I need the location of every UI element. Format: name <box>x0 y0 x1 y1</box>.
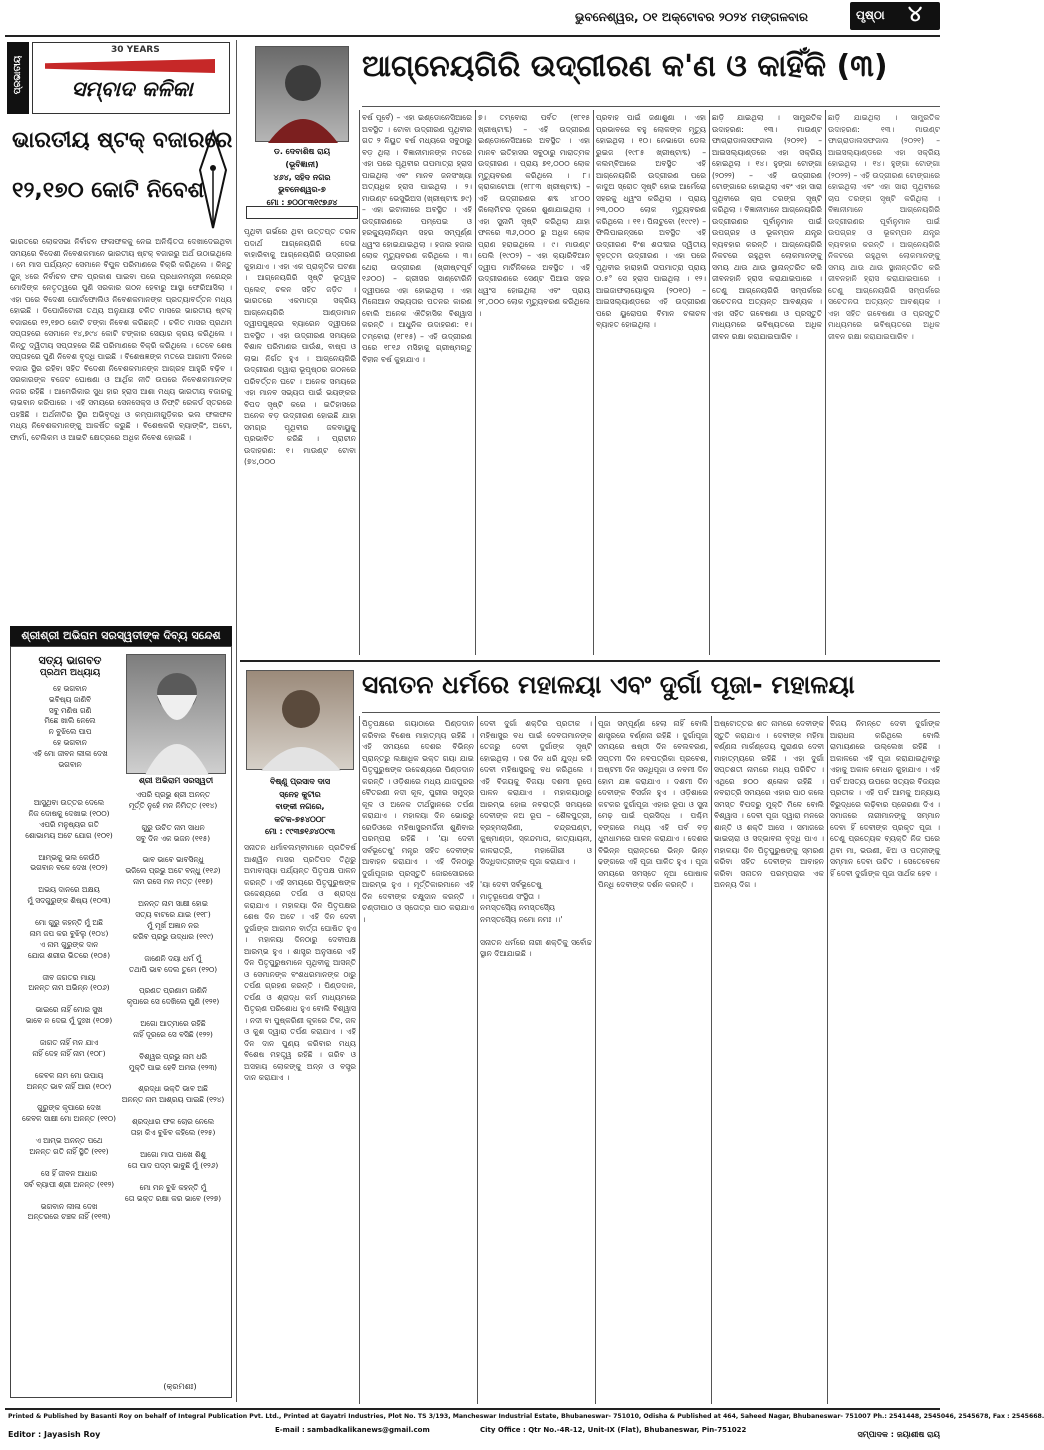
brand-years: 30 YEARS <box>111 45 160 55</box>
bottom-article-col-6: ବିଜୟ ନିମନ୍ତେ ଦେବୀ ଦୁର୍ଗାଙ୍କ ଆରାଧନା କରିଥିଲେ ବୋଲି ରାମାୟଣରେ ଉଲ୍ଲେଖ ରହିଛି । ଅକାଳରେ ଏହି ପୂଜା କରାଯାଇଥିବାରୁ ଏହାକୁ ଅକାଳ ବୋଧନ କୁହାଯାଏ । ଏହି ପର୍ବ ଅସତ୍ୟ ଉପରେ ସତ୍ୟର ବିଜୟର ପ୍ରତୀକ । ଏହି ପର୍ବ ଆମକୁ ଅନ୍ୟାୟ ବିରୁଦ୍ଧରେ ଲଢ଼ିବାର ପ୍ରେରଣା ଦିଏ । ସମାଜରେ ନାରୀମାନଙ୍କୁ ସମ୍ମାନ ଦେବା ହିଁ ଦେବୀଙ୍କ ପ୍ରକୃତ ପୂଜା । ତେଣୁ ପ୍ରତ୍ୟେକ ବ୍ୟକ୍ତି ନିଜ ଘରେ ଥିବା ମା, ଭଉଣୀ, ଝିଅ ଓ ପତ୍ନୀଙ୍କୁ ସମ୍ମାନ ଦେବା ଉଚିତ । ସେତେବେଳେ ହିଁ ଦେବୀ ଦୁର୍ଗାଙ୍କ ପୂଜା ସାର୍ଥକ ହେବ । <box>830 719 943 878</box>
left-headline-line1: ଭାରତୀୟ ଷ୍ଟକ୍ ବଜାରରେ <box>12 128 233 153</box>
top-article-col-5: ଛାଡ଼ି ଯାଇଥିଲା । ସାମ୍ପ୍ରତିକ ଉଦାହରଣ: ୧୩। ମାଉଣ୍ଟ ଫାଗ୍ରାଡାଲସଫଜାଲ (୨୦୨୧) – ଆଇସଲ୍ୟାଣ୍ଡରେ ଏହା ସକ୍ରିୟ ହୋଇଥିଲା । ୧୪। ହୁଙ୍ଗା ଟୋଙ୍ଗା (୨୦୨୨) – ଏହି ଉଦ୍‌ଗୀରଣ ଟୋଙ୍ଗାରେ ହୋଇଥିଲା ଏବଂ ଏହା ସାରା ପୃଥିବୀରେ ଚାପ ତରଙ୍ଗ ସୃଷ୍ଟି କରିଥିଲା । ବିଜ୍ଞାନୀମାନେ ଆଗ୍ନେୟଗିରି ଉଦ୍‌ଗୀରଣର ପୂର୍ବାନୁମାନ ପାଇଁ ଉପଗ୍ରହ ଓ ଭୂକମ୍ପନ ଯନ୍ତ୍ର ବ୍ୟବହାର କରନ୍ତି । ଆଗ୍ନେୟଗିରି ନିକଟରେ ରହୁଥିବା ଲୋକମାନଙ୍କୁ ସମୟ ଥାଉ ଥାଉ ସ୍ଥାନାନ୍ତରିତ କରି ଜୀବନହାନି ହ୍ରାସ କରାଯାଇପାରେ । ତେଣୁ ଆଗ୍ନେୟଗିରି ସମ୍ପର୍କରେ ସଚେତନତା ଅତ୍ୟନ୍ତ ଆବଶ୍ୟକ । ଏହା ସହିତ ଗବେଷଣା ଓ ପ୍ରସ୍ତୁତି ମାଧ୍ୟମରେ ଭବିଷ୍ୟତରେ ଅଧିକ ଜୀବନ ରକ୍ଷା କରାଯାଇପାରିବ । <box>712 113 825 341</box>
top-article-col-1: ପୃଥିବୀ ଗର୍ଭରେ ଥିବା ଉତ୍ତପ୍ତ ତରଳ ପଦାର୍ଥ ଆଗ୍ନେୟଗିରି ଦେଇ ବାହାରିବାକୁ ଆଗ୍ନେୟଗିରି ଉଦ୍‌ଗୀରଣ କୁହାଯାଏ । ଏହା ଏକ ପ୍ରାକୃତିକ ଘଟଣା । ଆଗ୍ନେୟଗିରି ସୃଷ୍ଟି ଭୂତ୍ୱକ ପ୍ଲେଟ୍ ଚଳନ ସହିତ ଜଡ଼ିତ । ଭାରତରେ ଏକମାତ୍ର ସକ୍ରିୟ ଆଗ୍ନେୟଗିରି ଆଣ୍ଡାମାନ ଦ୍ୱୀପପୁଞ୍ଜର ବ୍ୟାରେନ ଦ୍ୱୀପରେ ଅବସ୍ଥିତ । ଏହା ଉଦ୍‌ଗୀରଣ ସମୟରେ ବିଶାଳ ପରିମାଣର ପାଉଁଶ, ବାଷ୍ପ ଓ ଲାଭା ନିର୍ଗତ ହୁଏ । ଆଗ୍ନେୟଗିରି ଉଦ୍‌ଗୀରଣ ଦ୍ୱାରା ଭୂପୃଷ୍ଠର ଗଠନରେ ପରିବର୍ତ୍ତନ ଘଟେ । ଅନେକ ସମୟରେ ଏହା ମାନବ ସଭ୍ୟତା ପାଇଁ ଭୟଙ୍କର ବିପଦ ସୃଷ୍ଟି କରେ । ଇତିହାସରେ ଅନେକ ବଡ଼ ଉଦ୍‌ଗୀରଣ ହୋଇଛି ଯାହା ସମଗ୍ର ପୃଥିବୀର ଜଳବାୟୁକୁ ପ୍ରଭାବିତ କରିଛି । ପ୍ରାଚୀନ ଉଦାହରଣ: ୧। ମାଉଣ୍ଟ ଟୋବା (୭୪,୦୦୦ <box>244 227 359 466</box>
brand-logo-text: ସମ୍ବାଦ କଳିକା <box>71 77 193 101</box>
page-number-box <box>850 2 940 30</box>
pen-nib-icon <box>196 130 230 230</box>
saint-intro: ହେ ଭଗବାନ ଭବିଷ୍ୟ ଜାଣିବି ସବୁ ମଣିଷ ଗଣି ମିଛେ ଖାଲି ନେଲେ ନ ବୁଝିଲେ ପାପ ହେ ଭଗବାନ ଏହି ମୋ ଜୀବନ ଲୀଳା ଦେଖ ଭଗବାନ <box>32 684 108 769</box>
section-divider <box>240 660 940 662</box>
top-article-col-4: ପ୍ରବାହ ପାଇଁ ଜଣାଶୁଣା । ଏହା ପ୍ରଭାବରେ ବହୁ ଲୋକଙ୍କ ମୃତ୍ୟୁ ହୋଇଥିଲା । ୧୦। ନେଭାଡୋ ଡେଲ ରୁଇଜ (୧୯୮୫ ଖ୍ରୀଷ୍ଟାବ୍ଦ) – କଲମ୍ବିଆରେ ଅବସ୍ଥିତ ଏହି ଆଗ୍ନେୟଗିରି ଉଦ୍‌ଗୀରଣ ପରେ କାଦୁଅ ସ୍ରୋତ ସୃଷ୍ଟି ହୋଇ ଆର୍ମେରୋ ସହରକୁ ଧ୍ୱଂସ କରିଥିଲା । ପ୍ରାୟ ୨୩,୦୦୦ ଲୋକ ମୃତ୍ୟୁବରଣ କରିଥିଲେ । ୧୧। ପିନାଟୁବୋ (୧୯୯୧) – ଫିଲିପାଇନ୍ସରେ ଅବସ୍ଥିତ ଏହି ଉଦ୍‌ଗୀରଣ ବିଂଶ ଶତାବ୍ଦୀର ଦ୍ୱିତୀୟ ବୃହତ୍ତମ ଉଦ୍‌ଗୀରଣ । ଏହା ପରେ ପୃଥିବୀର ହାରାହାରି ତାପମାତ୍ରା ପ୍ରାୟ ୦.୫° ସେ ହ୍ରାସ ପାଇଥିଲା । ୧୨। ଆଇଜାଫଲାୟୋକୁଲ (୨୦୧୦) – ଆଇସଲ୍ୟାଣ୍ଡରେ ଏହି ଉଦ୍‌ଗୀରଣ ପରେ ୟୁରୋପର ବିମାନ ଚଳାଚଳ ବ୍ୟାହତ ହୋଇଥିଲା । <box>596 113 709 329</box>
bottom-article-col-4: ପୂଜା ସମ୍ପୂର୍ଣ୍ଣ ହେଲା ନାହିଁ ବୋଲି ଶାସ୍ତ୍ରରେ ବର୍ଣ୍ଣନା ରହିଛି । ଦୁର୍ଗାପୂଜା ସମୟରେ ଷଷ୍ଠୀ ଦିନ ବେଲବରଣ, ସପ୍ତମୀ ଦିନ ନବପତ୍ରିକା ପ୍ରବେଶ, ଅଷ୍ଟମୀ ଦିନ ସନ୍ଧିପୂଜା ଓ ନବମୀ ଦିନ ହୋମ ଯଜ୍ଞ କରାଯାଏ । ଦଶମୀ ଦିନ ଦେବୀଙ୍କ ବିସର୍ଜନ ହୁଏ । ଓଡ଼ିଶାରେ କଟକର ଦୁର୍ଗାପୂଜା ଏହାର ରୂପା ଓ ସୁନା ମେଢ଼ ପାଇଁ ପ୍ରସିଦ୍ଧ । ପଶ୍ଚିମ ବଙ୍ଗରେ ମଧ୍ୟ ଏହି ପର୍ବ ବଡ଼ ଧୁମଧାମରେ ପାଳନ କରାଯାଏ । ଦେଶର ବିଭିନ୍ନ ପ୍ରାନ୍ତରେ ଭିନ୍ନ ଭିନ୍ନ ଢଙ୍ଗରେ ଏହି ପୂଜା ପାଳିତ ହୁଏ । ପୂଜା ସମୟରେ ସମସ୍ତେ ନୂଆ ପୋଷାକ ପିନ୍ଧି ଦେବୀଙ୍କ ଦର୍ଶନ କରନ୍ତି । <box>598 719 711 889</box>
headline-rule <box>362 106 940 107</box>
page-number: ୪ <box>908 2 923 27</box>
saint-chapter: ପ୍ରଥମ ଅଧ୍ୟାୟ <box>39 668 101 678</box>
bottom-article-col-3: ଦେବୀ ଦୁର୍ଗା ଶକ୍ତିର ପ୍ରତୀକ । ମହିଷାସୁର ବଧ ପାଇଁ ଦେବତାମାନଙ୍କ ତେଜରୁ ଦେବୀ ଦୁର୍ଗାଙ୍କ ସୃଷ୍ଟି ହୋଇଥିଲା । ଦଶ ଦିନ ଧରି ଯୁଦ୍ଧ କରି ଦେବୀ ମହିଷାସୁରକୁ ବଧ କରିଥିଲେ । ଏହି ବିଜୟକୁ ବିଜୟା ଦଶମୀ ରୂପେ ପାଳନ କରାଯାଏ । ମହାଳୟାଠାରୁ ଆରମ୍ଭ ହୋଇ ନବରାତ୍ରି ସମୟରେ ଦେବୀଙ୍କ ନଅ ରୂପ – ଶୈଳପୁତ୍ରୀ, ବ୍ରହ୍ମଚାରିଣୀ, ଚନ୍ଦ୍ରଘଣ୍ଟା, କୁଷ୍ମାଣ୍ଡା, ସ୍କନ୍ଦମାତା, କାତ୍ୟାୟନୀ, କାଳରାତ୍ରି, ମହାଗୌରୀ ଓ ସିଦ୍ଧିଦାତ୍ରୀଙ୍କ ପୂଜା କରାଯାଏ । 'ୟା ଦେବୀ ସର୍ବଭୂତେଷୁ ମାତୃରୂପେଣ ସଂସ୍ଥିତା । ନମସ୍ତସ୍ୟୈ ନମସ୍ତସ୍ୟୈ ନମସ୍ତସ୍ୟୈ ନମୋ ନମଃ ।।' ସନାତନ ଧର୍ମରେ ନାରୀ ଶକ୍ତିକୁ ସର୍ବୋଚ୍ଚ ସ୍ଥାନ ଦିଆଯାଇଛି । <box>480 719 592 958</box>
saint-photo <box>126 654 226 774</box>
author-photo-bottom <box>246 670 354 770</box>
bottom-article-col-5: ଅଷ୍ଟୋତ୍ତର ଶତ ନାମରେ ଦେବୀଙ୍କ ସ୍ତୁତି କରାଯାଏ । ଦେବୀଙ୍କ ମହିମା ବର୍ଣ୍ଣନା ମାର୍କଣ୍ଡେୟ ପୁରାଣର ଦେବୀ ମାହାତ୍ମ୍ୟରେ ରହିଛି । ଏହା ଦୁର୍ଗା ସପ୍ତଶତୀ ନାମରେ ମଧ୍ୟ ପରିଚିତ । ଏଥିରେ ୭୦୦ ଶ୍ଳୋକ ରହିଛି । ନବରାତ୍ରି ସମୟରେ ଏହାର ପାଠ କଲେ ସମସ୍ତ ବିପଦରୁ ମୁକ୍ତି ମିଳେ ବୋଲି ବିଶ୍ୱାସ । ଦେବୀ ପୂଜା ଦ୍ୱାରା ମନରେ ଶାନ୍ତି ଓ ଶକ୍ତି ଆସେ । ସମାଜରେ ଭାଇଚାରା ଓ ସଦ୍‌ଭାବନା ବୃଦ୍ଧି ପାଏ । ମହାଳୟା ଦିନ ପିତୃପୁରୁଷଙ୍କୁ ସ୍ମରଣ କରିବା ସହିତ ଦେବୀଙ୍କ ଆବାହନ କରିବା ସନାତନ ପରମ୍ପରାର ଏକ ଅନନ୍ୟ ଦିଗ । <box>714 719 827 889</box>
saint-photo-caption: ଶ୍ରୀ ଅଭିରାମ ସରସ୍ୱତୀ <box>138 776 214 785</box>
left-headline-line2: ୧୨,୧୭୦ କୋଟି ନିବେଶ <box>12 178 205 203</box>
author-byline-bottom: ବିଷ୍ଣୁ ପ୍ରସାଦ ଦାସ ସ୍ନେହ କୁଟୀର ବାଙ୍କୀ ନଗରେ, କଟକ-୭୫୪୦୦୮ ମୋ : ୯୯୩୭୧୬୪୦୯୩ <box>264 777 336 836</box>
brand-ribbon <box>45 59 215 73</box>
author-photo-top <box>255 46 349 142</box>
footer-sampadak: ସମ୍ପାଦକ : ଜୟାଶୀଷ ରାୟ <box>857 1430 940 1439</box>
footer-email: E-mail : sambadkalikanews@gmail.com <box>275 1426 430 1434</box>
page-label: ପୃଷ୍ଠା <box>856 8 885 22</box>
author-byline-top: ଡ. ଦେବାଶିଷ ରାୟ (ଭୂବିଜ୍ଞାନୀ) ୪୬୪, ସହିଦ ନଗର ଭୁବନେଶ୍ୱର-୭ ମୋ : ୭୦୦୮୩୧୯୭୬୪ <box>266 147 338 208</box>
saint-portrait-icon <box>127 655 227 775</box>
saint-verses-left: ଆସୁଥିବା ଉତ୍ତର ଦେଲେ ନିଜ ଦୋଷକୁ ଦେଖାଇ (୧୦୦) ଏପରି ମନୁଷ୍ୟର ଗତି ଶୋଭାମୟ ଅଟେ ଯୋଗ (୧୦୧) ଆମ୍ଭକୁ ଭଲ କେଉଁଠି ଭଗବାନ ବଳେ ଦେଖ (୧୦୨) ଅଭୟ ଦାନରେ ଅକ୍ଷୟ ମୁଁ ସଦଗୁରୁଙ୍କ ଶିଷ୍ୟ (୧୦୩) ମୋ ଗୁରୁ କହନ୍ତି ମୁଁ ଅଛି ନାମ ଜପ କର ବୁଝିଲୁ (୧୦୪) ଏ ନାମ ଗୁରୁଙ୍କ ଦାନ ଯୋଗ ଶରୀର ଭିତରେ (୧୦୫) ଜୀବ ଜଗତର ମାୟା ଅନନ୍ତ ନାମ ଅଭିନ୍ନ (୧୦୬) ଭାଇରେ ନାହିଁ ମୋର ସୁଖ ଭାବେ ନ ଦେଇ ମୁଁ ଦୁଃଖ (୧୦୭) ଜାଗତ ନାହିଁ ମନ ଯାଏ ନାହିଁ ଦେହ ନାହିଁ ନାମ (୧୦୮) କେବଳ ନାମ ମୋ ଉପାୟ ଅନନ୍ତ ଭାବ ନାହିଁ ଆର (୧୦୯) ଗୁରୁଙ୍କ କୃପାରେ ଦେଖ କେବଳ ସାକ୍ଷୀ ମୋ ଅନନ୍ତ (୧୧୦) ଏ ଆମ୍ଭ ଅନନ୍ତ ପଥେ ଅନନ୍ତ ଗତି ନାହିଁ ସ୍ଥିତି (୧୧୧) ସେ ହିଁ ଜୀବନ ଆଧାର ସର୍ବ ବ୍ୟାପୀ ଶ୍ରୀ ଅନନ୍ତ (୧୧୨) ଭଗବାନ ଲୀଳା ଦେଖ ଅନ୍ତରରେ ଚଞ୍ଚଳ ନାହିଁ (୧୧୩) <box>21 798 117 1222</box>
top-article-col-2: ବର୍ଷ ପୂର୍ବେ) – ଏହା ଇଣ୍ଡୋନେସିଆରେ ଅବସ୍ଥିତ । ଟୋବା ଉଦ୍‌ଗୀରଣ ପୃଥିବୀର ଗତ ୨ ନିୟୁତ ବର୍ଷ ମଧ୍ୟରେ ସବୁଠାରୁ ବଡ଼ ଥିଲା । ବିଜ୍ଞାନୀମାନଙ୍କ ମତରେ ଏହା ପରେ ପୃଥିବୀର ତାପମାତ୍ରା ହ୍ରାସ ପାଇଥିଲା ଏବଂ ମାନବ ଜନସଂଖ୍ୟା ଅତ୍ୟଧିକ ହ୍ରାସ ପାଇଥିଲା । ୨। ମାଉଣ୍ଟ ଭେସୁଭିଅସ (ଖ୍ରୀଷ୍ଟାବ୍ଦ ୭୯) – ଏହା ଇଟାଲୀରେ ଅବସ୍ଥିତ । ଏହି ଉଦ୍‌ଗୀରଣରେ ପମ୍ପେଇ ଓ ହରକ୍ୟୁଲାନିୟମ ସହର ସମ୍ପୂର୍ଣ୍ଣ ଧ୍ୱଂସ ହୋଇଯାଇଥିଲା । ହଜାର ହଜାର ଲୋକ ମୃତ୍ୟୁବରଣ କରିଥିଲେ । ୩। ଥେରା ଉଦ୍‌ଗୀରଣ (ଖ୍ରୀଷ୍ଟପୂର୍ବ ୧୬୦୦) – ଗ୍ରୀସର ସାଣ୍ଟୋରିନି ଦ୍ୱୀପରେ ଏହା ହୋଇଥିଲା । ଏହା ମିନୋଆନ ସଭ୍ୟତାର ପତନର କାରଣ ବୋଲି ଅନେକ ଐତିହାସିକ ବିଶ୍ୱାସ କରନ୍ତି । ଆଧୁନିକ ଉଦାହରଣ: ୧। ତମ୍ବୋରା (୧୮୧୫) – ଏହି ଉଦ୍‌ଗୀରଣ ପରେ ୧୮୧୬ ମସିହାକୁ ଗ୍ରୀଷ୍ମଋତୁ ବିହୀନ ବର୍ଷ କୁହାଯାଏ । <box>362 113 475 364</box>
brand-side-label: ପ୍ରଭାତୀୟ <box>13 55 23 95</box>
bottom-article-col-1: ସନାତନ ଧର୍ମାବଲମ୍ବୀମାନେ ପ୍ରତିବର୍ଷ ଆଶ୍ୱିନ ମାସର ପ୍ରତିପଦ ତିଥିରୁ ଅମାବାସ୍ୟା ପର୍ଯ୍ୟନ୍ତ ପିତୃପକ୍ଷ ପାଳନ କରନ୍ତି । ଏହି ସମୟରେ ପିତୃପୁରୁଷଙ୍କ ଉଦ୍ଦେଶ୍ୟରେ ତର୍ପଣ ଓ ଶ୍ରାଦ୍ଧ କରାଯାଏ । ମହାଳୟା ଦିନ ପିତୃପକ୍ଷର ଶେଷ ଦିନ ଅଟେ । ଏହି ଦିନ ଦେବୀ ଦୁର୍ଗାଙ୍କ ଆଗମନ ବାର୍ତ୍ତା ଘୋଷିତ ହୁଏ । ମହାଳୟା ଦିନଠାରୁ ଦେବୀପକ୍ଷ ଆରମ୍ଭ ହୁଏ । ଶାସ୍ତ୍ର ଅନୁସାରେ ଏହି ଦିନ ପିତୃପୁରୁଷମାନେ ପୃଥିବୀକୁ ଆସନ୍ତି ଓ ସେମାନଙ୍କ ବଂଶଧରମାନଙ୍କ ଠାରୁ ତର୍ପଣ ଗ୍ରହଣ କରନ୍ତି । ପିଣ୍ଡଦାନ, ତର୍ପଣ ଓ ଶ୍ରାଦ୍ଧ କର୍ମ ମାଧ୍ୟମରେ ପିତୃଋଣ ପରିଶୋଧ ହୁଏ ବୋଲି ବିଶ୍ୱାସ । ନଦୀ ବା ପୁଷ୍କରିଣୀ କୂଳରେ ତିଳ, ଜଳ ଓ କୁଶ ଦ୍ୱାରା ତର୍ପଣ କରାଯାଏ । ଏହି ଦିନ ଦାନ ପୁଣ୍ୟ କରିବାର ମଧ୍ୟ ବିଶେଷ ମହତ୍ତ୍ୱ ରହିଛି । ଗରିବ ଓ ଅସହାୟ ଲୋକଙ୍କୁ ଅନ୍ନ ଓ ବସ୍ତ୍ର ଦାନ କରାଯାଏ । <box>244 843 359 1082</box>
bottom-article-col-2: ପିତୃପକ୍ଷରେ ଗୟାଠାରେ ପିଣ୍ଡଦାନ କରିବାର ବିଶେଷ ମାହାତ୍ମ୍ୟ ରହିଛି । ଏହି ସମୟରେ ଦେଶର ବିଭିନ୍ନ ପ୍ରାନ୍ତରୁ ଲକ୍ଷାଧିକ ଭକ୍ତ ଗୟା ଯାଇ ପିତୃପୁରୁଷଙ୍କ ଉଦ୍ଦେଶ୍ୟରେ ପିଣ୍ଡଦାନ କରନ୍ତି । ଓଡ଼ିଶାରେ ମଧ୍ୟ ଯାଜପୁରର ବୈତରଣୀ ନଦୀ କୂଳ, ପୁରୀର ସମୁଦ୍ର କୂଳ ଓ ଅନେକ ତୀର୍ଥସ୍ଥାନରେ ତର୍ପଣ କରାଯାଏ । ମହାଳୟା ଦିନ ଭୋରରୁ ରେଡିଓରେ ମହିଷାସୁରମର୍ଦ୍ଦିନୀ ଶୁଣିବାର ପରମ୍ପରା ରହିଛି । 'ୟା ଦେବୀ ସର୍ବଭୂତେଷୁ' ମନ୍ତ୍ର ସହିତ ଦେବୀଙ୍କ ଆବାହନ କରାଯାଏ । ଏହି ଦିନଠାରୁ ଦୁର୍ଗାପୂଜାର ପ୍ରସ୍ତୁତି ଜୋରସୋରରେ ଆରମ୍ଭ ହୁଏ । ମୂର୍ତ୍ତିକାରମାନେ ଏହି ଦିନ ଦେବୀଙ୍କ ଚକ୍ଷୁଦାନ କରନ୍ତି । ଚଣ୍ଡୀପାଠ ଓ ସ୍ତୋତ୍ର ପାଠ କରାଯାଏ । <box>362 719 477 924</box>
left-story-body: ଭାରତରେ ଲୋକସଭା ନିର୍ବାଚନ ଫଳାଫଳକୁ ନେଇ ଅନିଶ୍ଚିତତା ଦେଖାଦେଇଥିବା ସମୟରେ ବିଦେଶୀ ନିବେଶକମାନେ ଭାରତୀୟ ଷ୍ଟକ୍ ବଜାରରୁ ଅର୍ଥ ଉଠାଇଥିଲେ । ମେ ମାସ ପର୍ଯ୍ୟନ୍ତ ସେମାନେ ବିପୁଳ ପରିମାଣରେ ବିକ୍ରି କରିଥିଲେ । କିନ୍ତୁ ଜୁନ୍ ୪ରେ ନିର୍ବାଚନ ଫଳ ପ୍ରକାଶ ପାଇବା ପରେ ପ୍ରଧାନମନ୍ତ୍ରୀ ନରେନ୍ଦ୍ର ମୋଦିଙ୍କ ନେତୃତ୍ୱରେ ପୁଣି ସରକାର ଗଠନ ହେବାରୁ ଆସ୍ଥା ଫେରିଆସିଲା । ଏହା ପରେ ବିଦେଶୀ ପୋର୍ଟଫୋଲିଓ ନିବେଶକମାନଙ୍କ ପ୍ରତ୍ୟାବର୍ତ୍ତନ ମଧ୍ୟ ହୋଇଛି । ଡିପୋଜିଟୋରୀ ତଥ୍ୟ ଅନୁଯାୟୀ ଚଳିତ ମାସରେ ଭାରତୀୟ ଷ୍ଟକ୍ ବଜାରରେ ୧୨,୧୭୦ କୋଟି ଟଙ୍କା ନିବେଶ କରିଛନ୍ତି । ଚଳିତ ମାସର ପ୍ରଥମ ସପ୍ତାହରେ ସେମାନେ ୧୪,୭୯୪ କୋଟି ଟଙ୍କାର ସେୟାର କ୍ରୟ କରିଥିଲେ । କିନ୍ତୁ ଦ୍ୱିତୀୟ ସପ୍ତାହରେ କିଛି ପରିମାଣରେ ବିକ୍ରି କରିଥିଲେ । ତେବେ ଶେଷ ସପ୍ତାହରେ ପୁଣି ନିବେଶ ବୃଦ୍ଧି ପାଇଛି । ବିଶେଷଜ୍ଞଙ୍କ ମତରେ ଆଗାମୀ ଦିନରେ ବଜାର ସ୍ଥିର ରହିବା ସହିତ ବିଦେଶୀ ନିବେଶକମାନଙ୍କ ଆଗ୍ରହ ଆହୁରି ବଢ଼ିବ । ସରକାରଙ୍କ ବଜେଟ ଘୋଷଣା ଓ ଆର୍ଥିକ ନୀତି ଉପରେ ନିବେଶକମାନଙ୍କ ନଜର ରହିଛି । ଆମେରିକାର ସୁଧ ହାର ହ୍ରାସ ଆଶା ମଧ୍ୟ ଭାରତୀୟ ବଜାରକୁ ଲାଭବାନ କରିପାରେ । ଏହି ସମୟରେ ସେନସେକ୍ସ ଓ ନିଫ୍ଟି ରେକର୍ଡ ସ୍ତରରେ ପହଞ୍ଚିଛି । ଅର୍ଥନୀତିର ସ୍ଥିର ଅଭିବୃଦ୍ଧି ଓ କମ୍ପାନୀଗୁଡ଼ିକର ଭଲ ଫଳାଫଳ ମଧ୍ୟ ନିବେଶକମାନଙ୍କୁ ଆକର୍ଷିତ କରୁଛି । ବିଶେଷକରି ବ୍ୟାଙ୍କିଂ, ଅଟୋ, ଫାର୍ମା, ଟେଲିକମ ଓ ଆଇଟି କ୍ଷେତ୍ରରେ ଅଧିକ ନିବେଶ ହୋଇଛି । <box>10 237 235 442</box>
headline-rule-bottom <box>362 712 940 713</box>
brand-logo <box>32 42 230 114</box>
top-article-headline: ଆଗ୍ନେୟଗିରି ଉଦ୍‌ଗୀରଣ କ'ଣ ଓ କାହିଁକି (୩) <box>362 49 888 84</box>
saint-continued: (କ୍ରମଶଃ) <box>163 1382 197 1391</box>
footer-rule <box>5 1408 940 1410</box>
saint-box-header: ଶ୍ରୀଶ୍ରୀ ଅଭିରାମ ସରସ୍ୱତୀଙ୍କ ଦିବ୍ୟ ସନ୍ଦେଶ <box>10 626 232 646</box>
footer-editor: Editor : Jayasish Roy <box>8 1430 101 1439</box>
top-article-col-3: ୭। ତମ୍ବୋରା ପର୍ବତ (୧୮୧୫ ଖ୍ରୀଷ୍ଟାବ୍ଦ) – ଏହି ଉଦ୍‌ଗୀରଣ ଇଣ୍ଡୋନେସିଆରେ ଅବସ୍ଥିତ । ଏହା ମାନବ ଇତିହାସର ସବୁଠାରୁ ମାରାତ୍ମକ ଉଦ୍‌ଗୀରଣ । ପ୍ରାୟ ୭୧,୦୦୦ ଲୋକ ମୃତ୍ୟୁବରଣ କରିଥିଲେ । ୮। କ୍ରାକାଟୋଆ (୧୮୮୩ ଖ୍ରୀଷ୍ଟାବ୍ଦ) – ଏହି ଉଦ୍‌ଗୀରଣର ଶବ୍ଦ ୪୮୦୦ କିଲୋମିଟର ଦୂରରେ ଶୁଣାଯାଇଥିଲା । ଏହା ସୁନାମି ସୃଷ୍ଟି କରିଥିଲା ଯାହା ଫଳରେ ୩୬,୦୦୦ ରୁ ଅଧିକ ଲୋକ ପ୍ରାଣ ହରାଇଥିଲେ । ୯। ମାଉଣ୍ଟ ପେଲି (୧୯୦୨) – ଏହା କ୍ୟାରିବିଆନ ଦ୍ୱୀପ ମାର୍ଟିନିକରେ ଅବସ୍ଥିତ । ଏହି ଉଦ୍‌ଗୀରଣରେ ସେଣ୍ଟ ପିଆର ସହର ଧ୍ୱଂସ ହୋଇଥିଲା ଏବଂ ପ୍ରାୟ ୨୮,୦୦୦ ଲୋକ ମୃତ୍ୟୁବରଣ କରିଥିଲେ । <box>478 113 593 318</box>
author-byline-top-box <box>246 206 358 219</box>
masthead-rule <box>5 35 940 37</box>
author-portrait-icon <box>247 671 355 771</box>
bottom-article-headline: ସନାତନ ଧର୍ମରେ ମହାଳୟା ଏବଂ ଦୁର୍ଗା ପୂଜା- ମହାଳୟା <box>362 670 855 699</box>
saint-verses-right: ଏପରି ପ୍ରଭୁ ଶ୍ରୀ ଅନନ୍ତ ମୂର୍ତ୍ତି ନୁହେଁ ମନ ନିମିତ୍ତ (୧୧୪) ଗୁରୁ ଉଚିତ ନାମ ସାଧନ ସବୁ ଦିନ ଏକ ଭଜନ (୧୧୫) ଭାବ ଭାବେ ଭାବସିନ୍ଧୁ ଭଜିଲେ ପ୍ରଭୁ ଅଟେ ବନ୍ଧୁ (୧୧୬) ନାମ ରସେ ମନ ମତ୍ତ (୧୧୭) ଅନନ୍ତ ନାମ ସାକ୍ଷୀ ହୋଇ ସତ୍ୟ ବାଟରେ ଯାଇ (୧୧୮) ମୁଁ ମୂର୍ଖ ଅଜ୍ଞାନ ନର କରିବ ପ୍ରଭୁ ଉଦ୍ଧାର (୧୧୯) ଜାଣେନି ଦୟା ଧର୍ମ ମୁଁ ତଥାପି ଭାବ ଦେଲ ତୁମେ (୧୨୦) ପ୍ରଣତ ପ୍ରଣାମ ଜାଣିନି କୃପାରେ ସେ ଦେଖିଲେ ପୁଣି (୧୨୧) ଅଗୋ ଆତ୍ମାରେ ରହିଛି ନାହିଁ ଦୂରରେ ସେ ବସିଛି (୧୨୨) ବିଶ୍ୱର ପ୍ରଭୁ ନାମ ଧରି ମୁକ୍ତି ପାଇ ହେବି ଅମର (୧୨୩) ଶ୍ରଦ୍ଧା ଭକ୍ତି ଭାବ ଅଛି ଅନନ୍ତ ନାମ ଆଶ୍ରୟ ପାଇଛି (୧୨୪) ଶ୍ରଦ୍ଧାର ଫଳ ଚୋର ନେଲେ ତାହା କିଏ ବୁଝିବ କହିଲେ (୧୨୫) ଆଗୋ ମାତା ପାଖେ ଶିଶୁ ତୋ ପାଦ ପଦ୍ମ ଭାବୁଛି ମୁଁ (୧୨୬) ମୋ ମନ ବୁଝି କହନ୍ତି ମୁଁ ତୋ ଭକ୍ତ ରକ୍ଷା କର ଭାବେ (୧୨୭) <box>121 790 225 1203</box>
column-divider <box>236 40 237 1402</box>
footer-imprint: Printed & Published by Basanti Roy on behalf of Integral Publication Pvt. Ltd., Printed at Gayatri Industries, Plot No. TS 3/193, Mancheswar Industrial Estate, Bhubaneswar- 751010, Odisha & Published at 464, Saheed Nagar, Bhubaneswar- 751007 Ph.: 2541448, 2545046, 2545678, Fax : 2545668. <box>8 1413 1044 1420</box>
top-article-col-6: ଛାଡ଼ି ଯାଇଥିଲା । ସାମ୍ପ୍ରତିକ ଉଦାହରଣ: ୧୩। ମାଉଣ୍ଟ ଫାଗ୍ରାଡାଲସଫଜାଲ (୨୦୨୧) – ଆଇସଲ୍ୟାଣ୍ଡରେ ଏହା ସକ୍ରିୟ ହୋଇଥିଲା । ୧୪। ହୁଙ୍ଗା ଟୋଙ୍ଗା (୨୦୨୨) – ଏହି ଉଦ୍‌ଗୀରଣ ଟୋଙ୍ଗାରେ ହୋଇଥିଲା ଏବଂ ଏହା ସାରା ପୃଥିବୀରେ ଚାପ ତରଙ୍ଗ ସୃଷ୍ଟି କରିଥିଲା । ବିଜ୍ଞାନୀମାନେ ଆଗ୍ନେୟଗିରି ଉଦ୍‌ଗୀରଣର ପୂର୍ବାନୁମାନ ପାଇଁ ଉପଗ୍ରହ ଓ ଭୂକମ୍ପନ ଯନ୍ତ୍ର ବ୍ୟବହାର କରନ୍ତି । ଆଗ୍ନେୟଗିରି ନିକଟରେ ରହୁଥିବା ଲୋକମାନଙ୍କୁ ସମୟ ଥାଉ ଥାଉ ସ୍ଥାନାନ୍ତରିତ କରି ଜୀବନହାନି ହ୍ରାସ କରାଯାଇପାରେ । ତେଣୁ ଆଗ୍ନେୟଗିରି ସମ୍ପର୍କରେ ସଚେତନତା ଅତ୍ୟନ୍ତ ଆବଶ୍ୟକ । ଏହା ସହିତ ଗବେଷଣା ଓ ପ୍ରସ୍ତୁତି ମାଧ୍ୟମରେ ଭବିଷ୍ୟତରେ ଅଧିକ ଜୀବନ ରକ୍ଷା କରାଯାଇପାରିବ । <box>828 113 943 341</box>
saint-title: ସତ୍ୟ ଭାଗବତ <box>38 654 102 667</box>
brand-side-tab <box>7 42 29 114</box>
masthead-date: ଭୁବନେଶ୍ୱର, ୦୧ ଅକ୍ଟୋବର ୨୦୨୪ ମଙ୍ଗଳବାର <box>575 10 809 24</box>
author-portrait-icon <box>256 47 350 143</box>
footer-office: City Office : Qtr No.-4R-12, Unit-IX (Flat), Bhubaneswar, Pin-751022 <box>480 1426 747 1434</box>
